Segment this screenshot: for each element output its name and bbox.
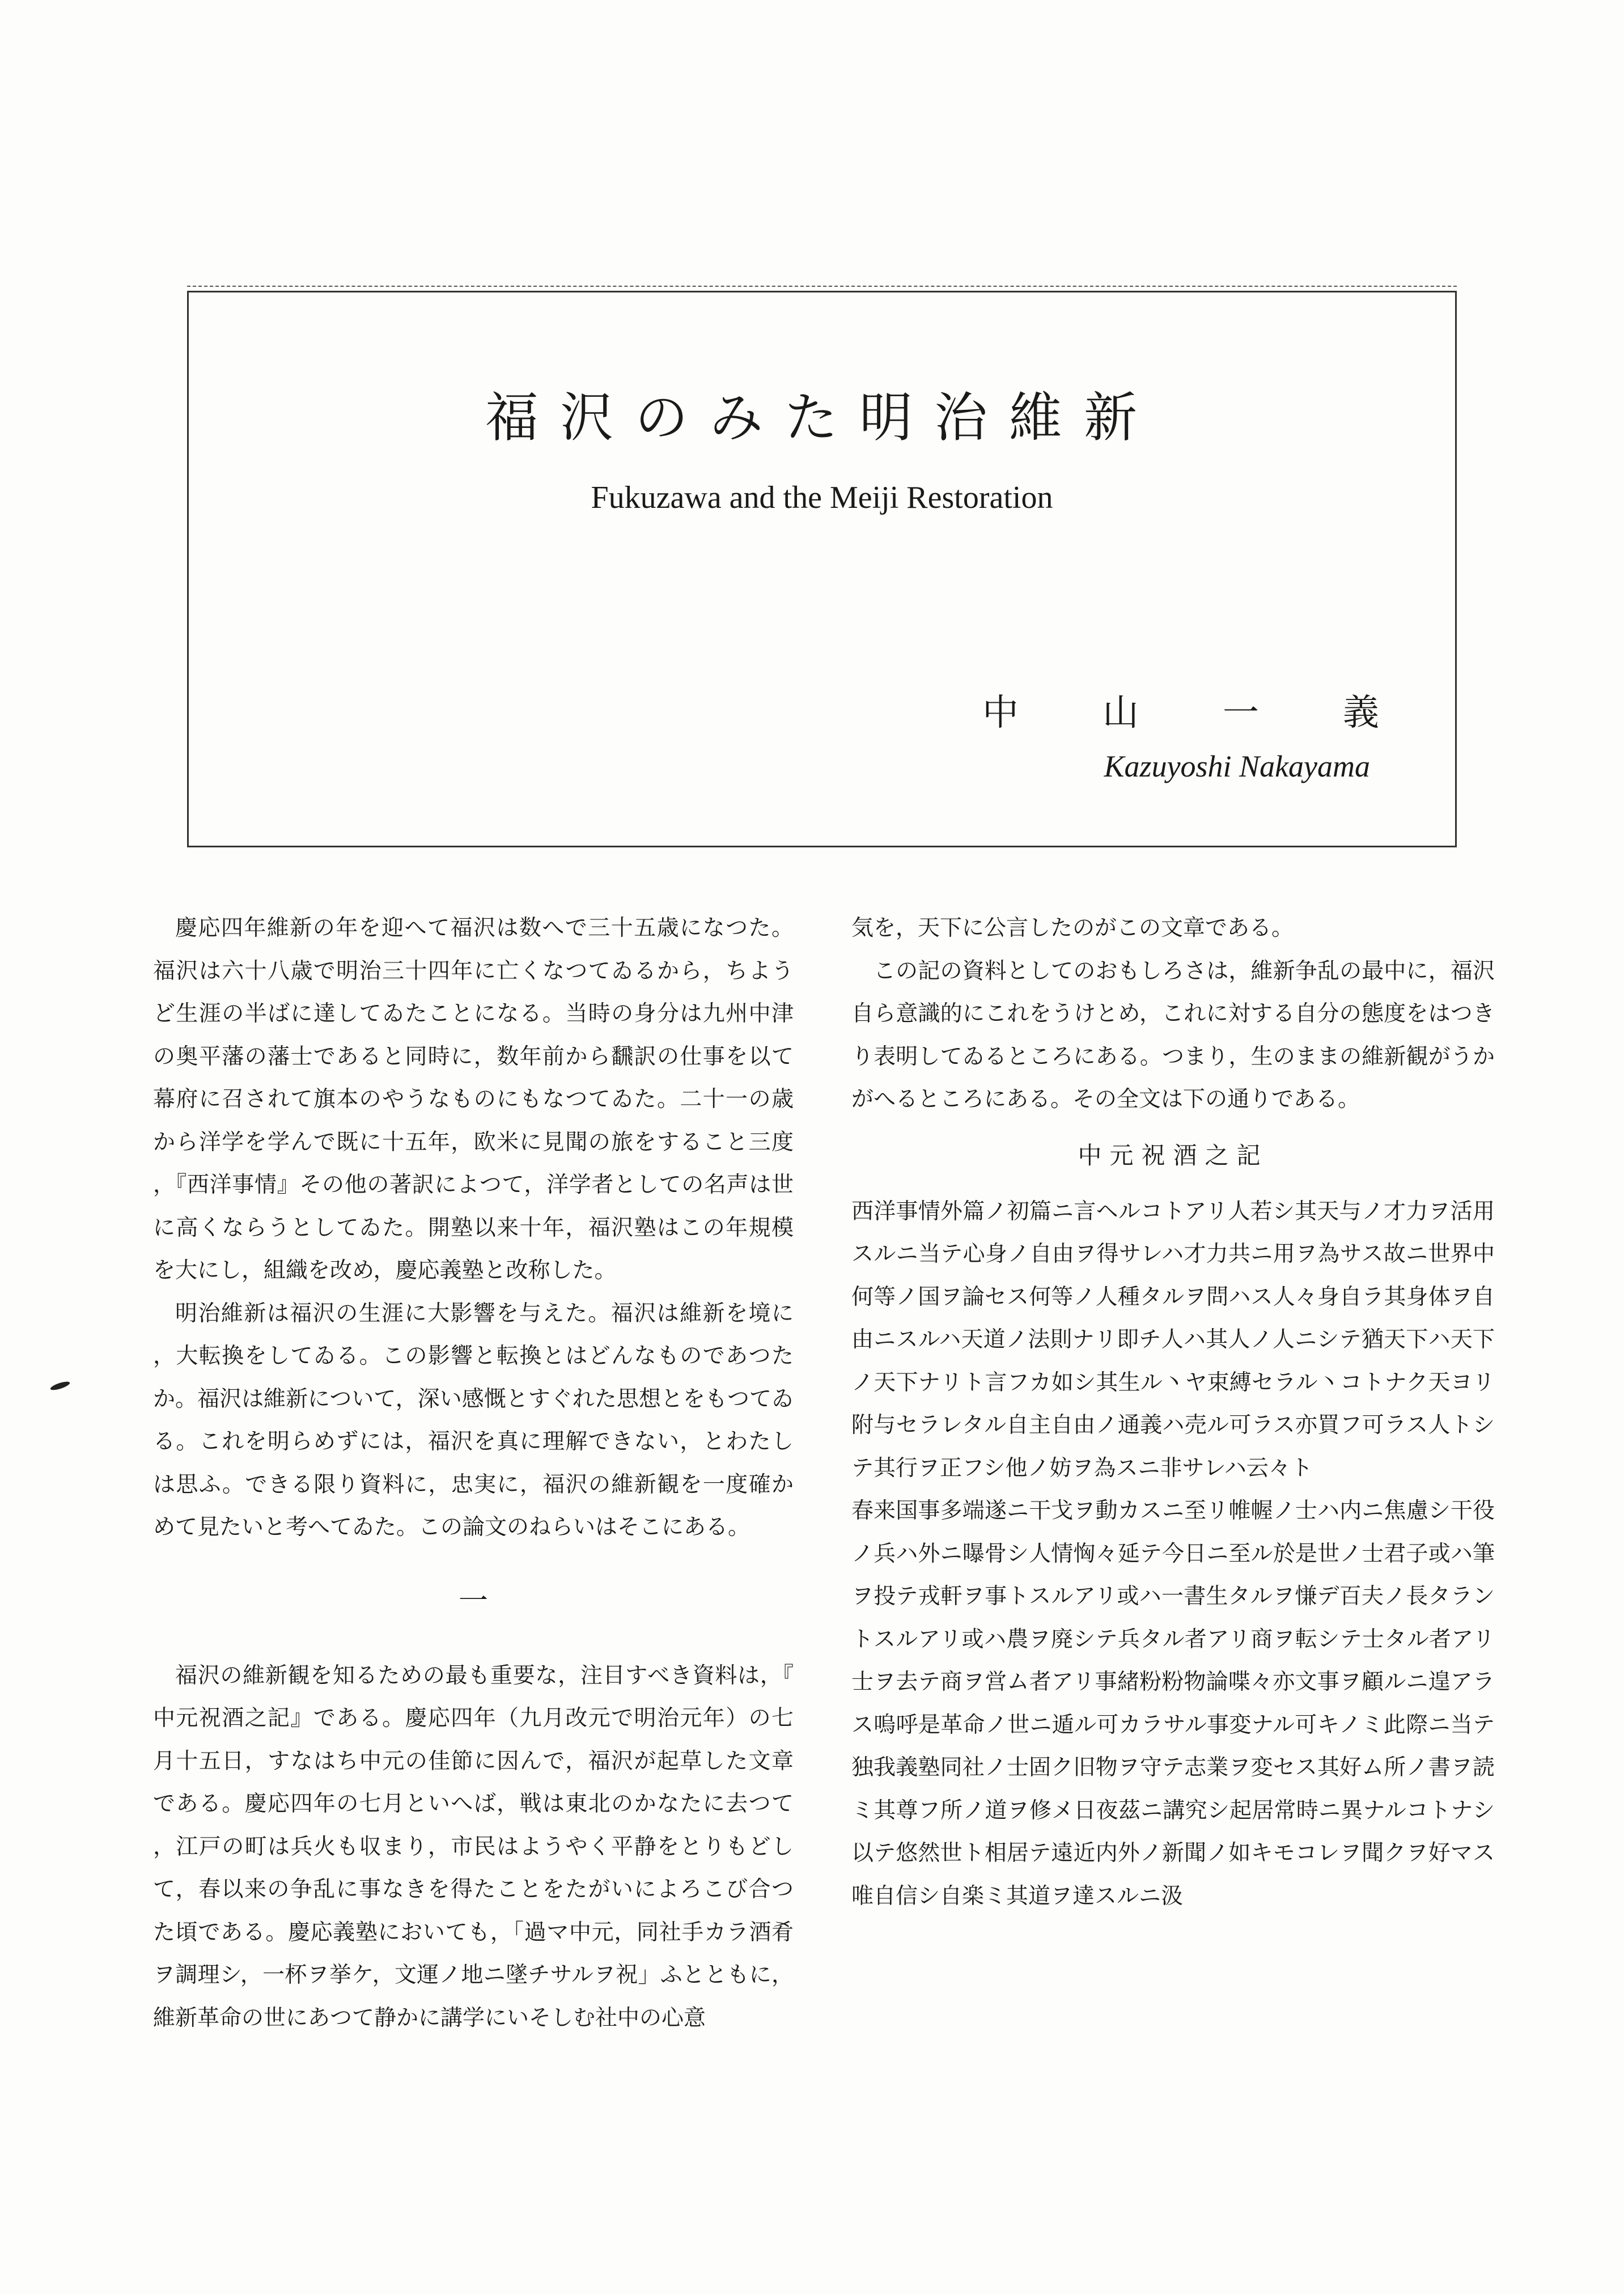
body-paragraph: この記の資料としてのおもしろさは，維新争乱の最中に，福沢自ら意識的にこれをうけとめ，これに対する自分の態度をはつきり表明してゐるところにある。つまり，生のままの維新観がうかがへるところにある。その全文は下の通りである。 [851, 958, 1495, 1112]
article-title-english: Fukuzawa and the Meiji Restoration [591, 480, 1053, 515]
body-paragraph: 明治維新は福沢の生涯に大影響を与えた。福沢は維新を境に，大転換をしてゐる。この影響と転換とはどんなものであつたか。福沢は維新について，深い感慨とすぐれた思想とをもつてゐる。これを明らめずには，福沢を真に理解できない，とわたしは思ふ。できる限り資料に，忠実に，福沢の維新観を一度確かめて見たいと考へてゐた。この論文のねらいはそこにある。 [153, 1300, 794, 1540]
section-number: 一 [458, 1584, 488, 1618]
author-char: 義 [1343, 692, 1379, 734]
title-box [187, 291, 1457, 847]
ink-speck [49, 1380, 70, 1392]
article-title-japanese: 福沢のみた明治維新 [485, 387, 1159, 449]
body-paragraph: 福沢の維新観を知るための最も重要な，注目すべき資料は，『中元祝酒之記』である。慶応四年（九月改元で明治元年）の七月十五日，すなはち中元の佳節に因んで，福沢が起草した文章である。慶応四年の七月といへば，戦は東北のかなたに去つて，江戸の町は兵火も収まり，市民はようやく平静をとりもどして，春以来の争乱に事なきを得たことをたがいによろこび合つた頃である。慶応義塾においても，「過マ中元，同社手カラ酒肴ヲ調理シ，一杯ヲ挙ケ，文運ノ地ニ墜チサルヲ祝」ふとともに，維新革命の世にあつて静かに講学にいそしむ社中の心意 [153, 1662, 794, 2031]
author-char: 中 [982, 692, 1019, 734]
quoted-document-text: 西洋事情外篇ノ初篇ニ言ヘルコトアリ人若シ其天与ノ才力ヲ活用スルニ当テ心身ノ自由ヲ得サレハ才力共ニ用ヲ為サス故ニ世界中何等ノ国ヲ論セス何等ノ人種タルヲ問ハス人々身自ラ其身体ヲ自由ニスルハ天道ノ法則ナリ即チ人ハ其人ノ人ニシテ猶天下ハ天下ノ天下ナリト言フカ如シ其生ル丶ヤ束縛セラル丶コトナク天ヨリ附与セラレタル自主自由ノ通義ハ売ル可ラス亦買フ可ラス人トシテ其行ヲ正フシ他ノ妨ヲ為スニ非サレハ云々ト [851, 1198, 1495, 1481]
author-char: 山 [1103, 692, 1139, 734]
right-column [851, 907, 1495, 1918]
body-paragraph-continued: 気を，天下に公言したのがこの文章である。 [851, 915, 1294, 941]
author-name-english: Kazuyoshi Nakayama [1104, 749, 1370, 783]
author-char: 一 [1223, 692, 1259, 734]
left-column [153, 907, 794, 2039]
body-paragraph: 慶応四年維新の年を迎へて福沢は数へで三十五歳になつた。福沢は六十八歳で明治三十四年に亡くなつてゐるから，ちようど生涯の半ばに達してゐたことになる。当時の身分は九州中津の奥平藩の藩士であると同時に，数年前から飜訳の仕事を以て幕府に召されて旗本のやうなものにもなつてゐた。二十一の歳から洋学を学んで既に十五年，欧米に見聞の旅をすること三度，『西洋事情』その他の著訳によつて，洋学者としての名声は世に高くならうとしてゐた。開塾以来十年，福沢塾はこの年規模を大にし，組織を改め，慶応義塾と改称した。 [153, 915, 794, 1283]
quoted-document-text: 春来国事多端遂ニ干戈ヲ動カスニ至リ帷幄ノ士ハ内ニ焦慮シ干役ノ兵ハ外ニ曝骨シ人情恟々延テ今日ニ至ル於是世ノ士君子或ハ筆ヲ投テ戎軒ヲ事トスルアリ或ハ一書生タルヲ慊デ百夫ノ長タラントスルアリ或ハ農ヲ廃シテ兵タル者アリ商ヲ転シテ士タル者アリ士ヲ去テ商ヲ営ム者アリ事緒粉粉物論喋々亦文事ヲ顧ルニ遑アラス嗚呼是革命ノ世ニ遁ル可カラサル事変ナル可キノミ此際ニ当テ独我義塾同社ノ士固ク旧物ヲ守テ志業ヲ変セス其好ム所ノ書ヲ読ミ其尊フ所ノ道ヲ修メ日夜茲ニ講究シ起居常時ニ異ナルコトナシ以テ悠然世ト相居テ遠近内外ノ新聞ノ如キモコレヲ聞クヲ好マス唯自信シ自楽ミ其道ヲ達スルニ汲 [851, 1498, 1495, 1909]
top-dashed-rule [187, 286, 1457, 288]
quoted-document-title: 中元祝酒之記 [1078, 1141, 1269, 1169]
author-name-japanese [982, 684, 1379, 736]
